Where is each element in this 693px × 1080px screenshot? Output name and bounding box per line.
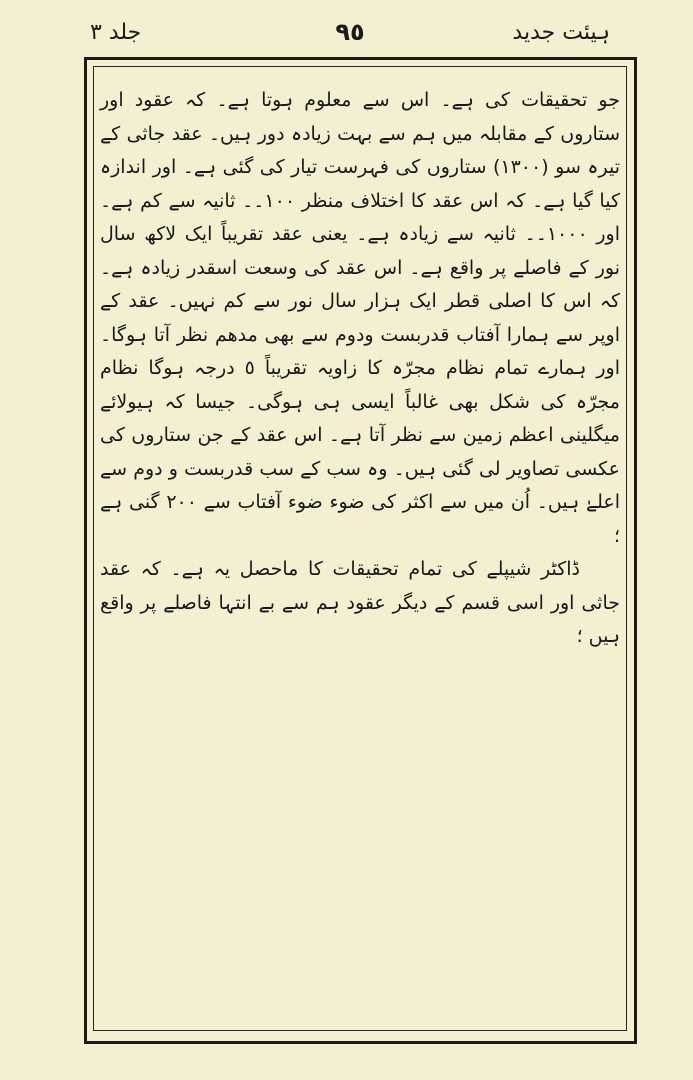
page-number: ٩٥: [335, 18, 365, 46]
paragraph: جو تحقیقات کی ہے۔ اس سے معلوم ہوتا ہے۔ کہ عقود اور ستاروں کے مقابلہ میں ہم سے بہت زیادہ دور ہیں۔ عقد جاثی کے تیرہ سو (١٣٠٠) ستاروں کی فہرست تیار کی گئی ہے۔ اور اندازہ کیا گیا ہے۔ کہ اس عقد کا اختلاف منظر ١٠٠۔۔ ثانیہ سے کم ہے۔ اور ١٠٠٠۔۔ ثانیہ سے زیادہ ہے۔ یعنی عقد تقریباً ایک لاکھ سال نور کے فاصلے پر واقع ہے۔ اس عقد کی وسعت اسقدر زیادہ ہے۔ کہ اس کا اصلی قطر ایک ہزار سال نور سے کم نہیں۔ عقد کے اوپر سے ہمارا آفتاب قدربست ودوم سے بھی مدھم نظر آتا ہوگا۔ اور ہمارے تمام نظام مجرّہ کا زاویہ تقریباً ٥ درجہ ہوگا نظام مجرّہ کی شکل بھی غالباً ایسی ہی ہوگی۔ جیسا کہ ہیولائے میگلینی اعظم زمین سے نظر آتا ہے۔ اس عقد کے جن ستاروں کی عکسی تصاویر لی گئی ہیں۔ وہ سب کے سب قدربست و دوم سے اعلےٰ ہیں۔ اُن میں سے اکثر کی ضوء ضوء آفتاب سے ٢٠٠ گنی ہے ؛: [100, 89, 621, 547]
paragraph: ڈاکٹر شیپلے کی تمام تحقیقات کا ماحصل یہ ہے۔ کہ عقد جاثی اور اسی قسم کے دیگر عقود ہم سے بے انتہا فاصلے پر واقع ہیں ؛: [100, 558, 620, 647]
running-title: ہیئت جدید: [512, 20, 610, 45]
body-text: [100, 84, 620, 654]
volume-label: جلد ٣: [90, 20, 142, 45]
page-header: [90, 14, 610, 50]
